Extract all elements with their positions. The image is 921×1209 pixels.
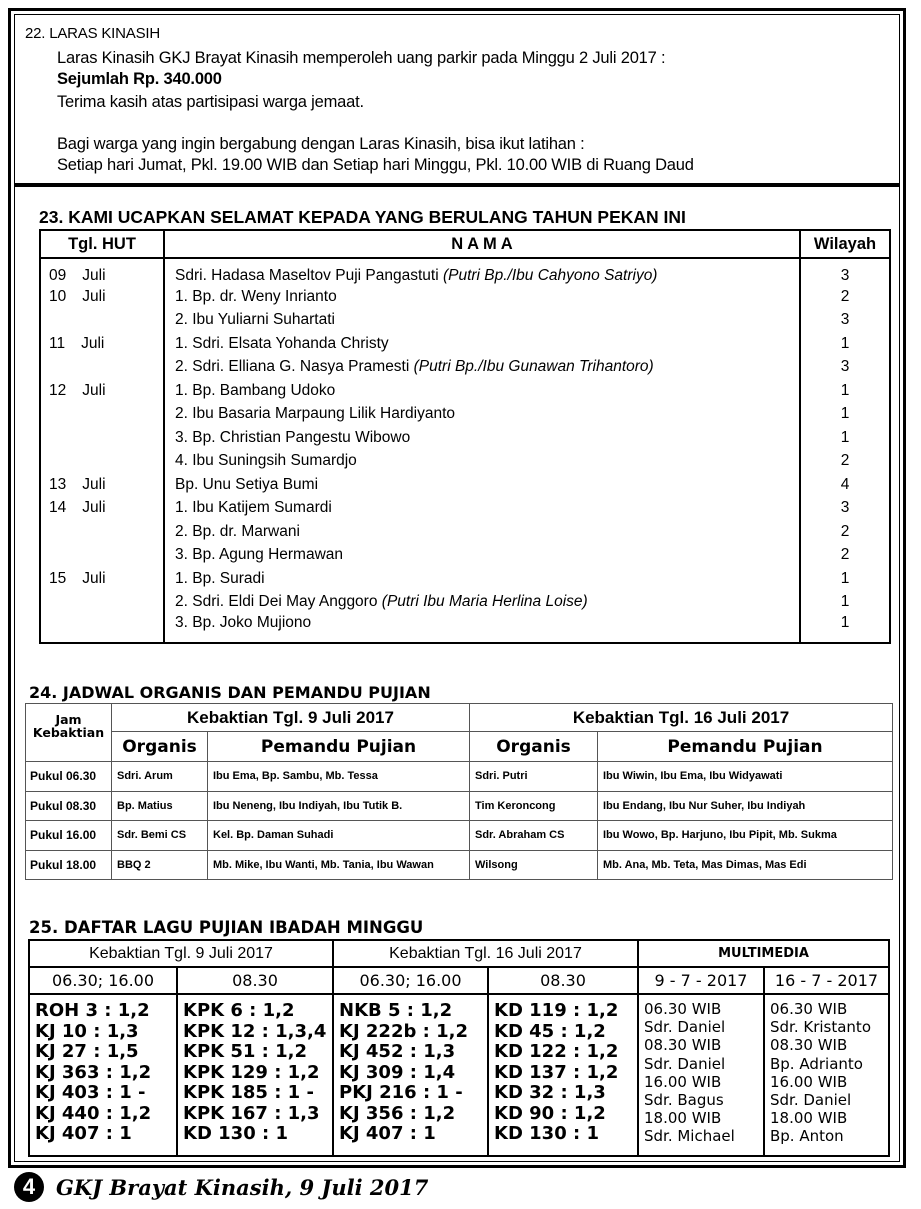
birthday-row [40, 356, 890, 380]
invite-text: Bagi warga yang ingin bergabung dengan Laras Kinasih, bisa ikut latihan : [57, 135, 585, 153]
birthday-name-cell [164, 473, 800, 497]
worship-leaders-9-juli: Kel. Bp. Daman Suhadi [208, 821, 470, 851]
birthday-date [40, 591, 164, 615]
song-entry: KD 122 : 1,2 [494, 1041, 619, 1062]
person-name: 3. Bp. Joko Mujiono [175, 614, 312, 631]
song-entry: KPK 51 : 1,2 [183, 1041, 308, 1062]
organist-9-juli: Sdri. Arum [112, 762, 208, 792]
multimedia-column [764, 994, 889, 1156]
birthday-row [40, 473, 890, 497]
song-entry: KD 45 : 1,2 [494, 1020, 606, 1042]
song-entry: KJ 27 : 1,5 [35, 1041, 139, 1062]
song-entry: ROH 3 : 1,2 [35, 1000, 150, 1021]
section-23-title: 23. KAMI UCAPKAN SELAMAT KEPADA YANG BERULANG TAHUN PEKAN INI [39, 207, 686, 227]
birthday-row [40, 614, 890, 643]
birthday-name-cell [164, 258, 800, 285]
time-header: 06.30; 16.00 [333, 967, 488, 994]
wilayah-number: 2 [840, 546, 850, 564]
birthday-date [40, 473, 164, 497]
birthday-name-cell [164, 403, 800, 427]
multimedia-time: 06.30 WIB [770, 1000, 848, 1018]
birthday-day: 10 [49, 287, 67, 305]
song-entry: KPK 6 : 1,2 [183, 1000, 295, 1021]
song-entry: KJ 407 : 1 [339, 1123, 436, 1144]
birthday-name-cell [164, 450, 800, 474]
organist-9-juli: Sdr. Bemi CS [112, 821, 208, 851]
wilayah-number: 3 [840, 499, 850, 517]
wilayah-number: 1 [840, 381, 850, 399]
multimedia-date-header: 9 - 7 - 2017 [638, 967, 764, 994]
service-time: Pukul 16.00 [26, 821, 112, 851]
multimedia-time: 06.30 WIB [644, 1000, 722, 1018]
birthday-month: Juli [82, 569, 106, 587]
section-25-title: 25. DAFTAR LAGU PUJIAN IBADAH MINGGU [29, 918, 424, 937]
birthday-row [40, 497, 890, 521]
multimedia-date-header: 16 - 7 - 2017 [764, 967, 889, 994]
multimedia-time: 08.30 WIB [770, 1036, 848, 1055]
song-list-table [28, 939, 890, 1157]
birthday-name-cell [164, 567, 800, 591]
col-header-jam [26, 704, 112, 762]
service-9-juli-header: Kebaktian Tgl. 9 Juli 2017 [112, 704, 470, 732]
song-entry: KPK 12 : 1,3,4 [183, 1020, 327, 1042]
birthday-name-cell [164, 544, 800, 568]
song-entry: PKJ 216 : 1 - [339, 1082, 463, 1103]
wilayah-number: 2 [840, 522, 850, 540]
song-entry: KD 130 : 1 [494, 1123, 599, 1144]
worship-leaders-9-juli: Ibu Ema, Bp. Sambu, Mb. Tessa [208, 762, 470, 792]
organist-16-juli: Tim Keroncong [470, 791, 598, 821]
birthday-date [40, 426, 164, 450]
birthday-row [40, 403, 890, 427]
birthday-name-cell [164, 497, 800, 521]
multimedia-time: 08.30 WIB [644, 1036, 722, 1055]
multimedia-column [638, 994, 764, 1156]
person-name: 2. Bp. dr. Marwani [175, 522, 300, 540]
organist-9-juli: BBQ 2 [112, 850, 208, 880]
time-header: 06.30; 16.00 [29, 967, 177, 994]
service-time: Pukul 08.30 [26, 791, 112, 821]
multimedia-time: 16.00 WIB [644, 1072, 722, 1091]
wilayah-number: 1 [840, 428, 850, 446]
wilayah-number: 1 [840, 593, 850, 611]
wilayah-number: 2 [840, 452, 850, 470]
multimedia-time: 18.00 WIB [644, 1109, 722, 1128]
birthday-date [40, 379, 164, 403]
birthday-date [40, 332, 164, 356]
person-name: 1. Bp. dr. Weny Inrianto [175, 287, 337, 305]
birthday-day: 09 [49, 267, 67, 284]
birthday-name-cell [164, 309, 800, 333]
col-header-organis-1: Organis [112, 732, 208, 762]
service-time: Pukul 18.00 [26, 850, 112, 880]
birthday-row [40, 591, 890, 615]
wilayah-number: 3 [840, 358, 850, 376]
birthday-row [40, 426, 890, 450]
song-column [177, 994, 333, 1156]
worship-leaders-16-juli: Ibu Wowo, Bp. Harjuno, Ibu Pipit, Mb. Sukma [598, 821, 893, 851]
song-entry: KJ 440 : 1,2 [35, 1102, 152, 1124]
page-frame [8, 8, 906, 1168]
birthday-row [40, 258, 890, 285]
person-name: 2. Sdri. Eldi Dei May Anggoro [175, 593, 378, 611]
service-time: Pukul 06.30 [26, 762, 112, 792]
organist-schedule-table [25, 703, 893, 880]
song-entry: KPK 167 : 1,3 [183, 1102, 320, 1124]
section-laras-kinasih [15, 15, 899, 187]
birthday-name-cell [164, 356, 800, 380]
wilayah-number: 3 [840, 311, 850, 329]
birthday-date [40, 614, 164, 643]
song-entry: KJ 10 : 1,3 [35, 1020, 139, 1042]
multimedia-operator: Sdr. Daniel [644, 1018, 726, 1037]
birthday-row [40, 520, 890, 544]
organist-9-juli: Bp. Matius [112, 791, 208, 821]
birthday-name-cell [164, 332, 800, 356]
col-header-wilayah: Wilayah [800, 230, 890, 258]
birthday-day: 14 [49, 499, 67, 517]
multimedia-operator: Sdr. Daniel [770, 1091, 852, 1110]
multimedia-time: 18.00 WIB [770, 1109, 848, 1128]
birthday-name-cell [164, 285, 800, 309]
birthday-month: Juli [82, 475, 106, 493]
birthday-date [40, 309, 164, 333]
song-entry: KJ 363 : 1,2 [35, 1061, 152, 1083]
birthday-day: 11 [49, 334, 66, 352]
parent-note: (Putri Ibu Maria Herlina Loise) [381, 593, 588, 611]
birthday-row [40, 450, 890, 474]
birthday-row [40, 567, 890, 591]
birthday-row [40, 285, 890, 309]
birthday-day: 13 [49, 475, 67, 493]
birthday-month: Juli [82, 287, 106, 305]
section-22-title: 22. LARAS KINASIH [25, 25, 160, 42]
multimedia-operator: Bp. Adrianto [770, 1054, 863, 1073]
page-frame-inner [14, 14, 900, 1162]
song-entry: KPK 129 : 1,2 [183, 1061, 320, 1083]
col-header-pemandu-1: Pemandu Pujian [208, 732, 470, 762]
wilayah-number: 1 [840, 334, 850, 352]
wilayah-number: 1 [840, 405, 850, 423]
song-entry: KD 32 : 1,3 [494, 1082, 606, 1103]
wilayah-number: 1 [840, 614, 850, 631]
multimedia-operator: Sdr. Daniel [644, 1054, 726, 1073]
song-entry: KD 119 : 1,2 [494, 1000, 619, 1021]
song-entry: KD 90 : 1,2 [494, 1102, 606, 1124]
thanks-text: Terima kasih atas partisipasi warga jemaat. [57, 93, 364, 111]
birthday-date [40, 258, 164, 285]
song-entry: KJ 403 : 1 - [35, 1082, 146, 1103]
song-column [333, 994, 488, 1156]
song-column [488, 994, 638, 1156]
jam-label: Jam [55, 711, 82, 727]
practice-schedule: Setiap hari Jumat, Pkl. 19.00 WIB dan Setiap hari Minggu, Pkl. 10.00 WIB di Ruang Daud [57, 156, 694, 174]
organist-16-juli: Wilsong [470, 850, 598, 880]
person-name: 1. Bp. Bambang Udoko [175, 381, 336, 399]
col-header-organis-2: Organis [470, 732, 598, 762]
parent-note: (Putri Bp./Ibu Gunawan Trihantoro) [413, 358, 654, 376]
wilayah-number: 4 [840, 475, 850, 493]
song-entry: KJ 309 : 1,4 [339, 1061, 456, 1083]
organist-row [26, 762, 893, 792]
parking-amount: Sejumlah Rp. 340.000 [57, 70, 222, 88]
multimedia-header: MULTIMEDIA [638, 940, 889, 967]
song-list-row [29, 994, 889, 1156]
time-header: 08.30 [177, 967, 333, 994]
parent-note: (Putri Bp./Ibu Cahyono Satriyo) [442, 267, 658, 284]
page-number-badge: 4 [14, 1172, 44, 1202]
birthday-month: Juli [82, 267, 106, 284]
organist-row [26, 850, 893, 880]
multimedia-operator: Sdr. Michael [644, 1127, 735, 1146]
song-entry: KPK 185 : 1 - [183, 1082, 314, 1103]
birthday-row [40, 544, 890, 568]
person-name: 3. Bp. Agung Hermawan [175, 546, 344, 564]
birthday-date [40, 403, 164, 427]
birthday-name-cell [164, 520, 800, 544]
parking-income-text: Laras Kinasih GKJ Brayat Kinasih memperoleh uang parkir pada Minggu 2 Juli 2017 : [57, 49, 666, 67]
birthday-date [40, 356, 164, 380]
birthday-month: Juli [82, 381, 106, 399]
multimedia-operator: Sdr. Kristanto [770, 1018, 871, 1037]
worship-leaders-16-juli: Ibu Endang, Ibu Nur Suher, Ibu Indiyah [598, 791, 893, 821]
birthday-row [40, 309, 890, 333]
worship-leaders-9-juli: Ibu Neneng, Ibu Indiyah, Ibu Tutik B. [208, 791, 470, 821]
song-entry: KJ 356 : 1,2 [339, 1102, 456, 1124]
col-header-name: N A M A [164, 230, 800, 258]
birthday-date [40, 450, 164, 474]
multimedia-operator: Sdr. Bagus [644, 1091, 724, 1110]
birthday-name-cell [164, 614, 800, 643]
birthday-table [39, 229, 891, 644]
birthday-row [40, 332, 890, 356]
song-entry: KJ 222b : 1,2 [339, 1020, 468, 1042]
song-entry: NKB 5 : 1,2 [339, 1000, 453, 1021]
person-name: 1. Ibu Katijem Sumardi [175, 499, 332, 517]
person-name: 2. Sdri. Elliana G. Nasya Pramesti [175, 358, 410, 376]
person-name: 2. Ibu Yuliarni Suhartati [175, 311, 335, 329]
wilayah-number: 3 [840, 267, 850, 284]
organist-row [26, 791, 893, 821]
song-column [29, 994, 177, 1156]
col-header-date: Tgl. HUT [40, 230, 164, 258]
person-name: 1. Bp. Suradi [175, 569, 265, 587]
person-name: 1. Sdri. Elsata Yohanda Christy [175, 334, 389, 352]
col-header-pemandu-2: Pemandu Pujian [598, 732, 893, 762]
organist-row [26, 821, 893, 851]
organist-16-juli: Sdr. Abraham CS [470, 821, 598, 851]
birthday-date [40, 497, 164, 521]
song-entry: KD 130 : 1 [183, 1123, 288, 1144]
birthday-date [40, 567, 164, 591]
time-header: 08.30 [488, 967, 638, 994]
section-24-title: 24. JADWAL ORGANIS DAN PEMANDU PUJIAN [29, 683, 431, 702]
multimedia-operator: Bp. Anton [770, 1127, 844, 1146]
birthday-date [40, 520, 164, 544]
birthday-day: 12 [49, 381, 67, 399]
footer-church-date: GKJ Brayat Kinasih, 9 Juli 2017 [56, 1174, 429, 1200]
birthday-date [40, 544, 164, 568]
worship-leaders-9-juli: Mb. Mike, Ibu Wanti, Mb. Tania, Ibu Wawan [208, 850, 470, 880]
wilayah-number: 2 [840, 287, 850, 305]
song-entry: KJ 407 : 1 [35, 1123, 132, 1144]
birthday-name-cell [164, 379, 800, 403]
worship-leaders-16-juli: Ibu Wiwin, Ibu Ema, Ibu Widyawati [598, 762, 893, 792]
page-footer [14, 1172, 428, 1202]
service-16-juli-header: Kebaktian Tgl. 16 Juli 2017 [470, 704, 893, 732]
song-service-9-juli-header: Kebaktian Tgl. 9 Juli 2017 [29, 940, 333, 967]
birthday-row [40, 379, 890, 403]
person-name: 4. Ibu Suningsih Sumardjo [175, 452, 357, 470]
wilayah-number: 1 [840, 569, 850, 587]
multimedia-time: 16.00 WIB [770, 1072, 848, 1091]
song-entry: KJ 452 : 1,3 [339, 1041, 456, 1062]
song-entry: KD 137 : 1,2 [494, 1061, 619, 1083]
song-service-16-juli-header: Kebaktian Tgl. 16 Juli 2017 [333, 940, 638, 967]
person-name: Bp. Unu Setiya Bumi [175, 475, 319, 493]
person-name: 2. Ibu Basaria Marpaung Lilik Hardiyanto [175, 405, 456, 423]
person-name: 3. Bp. Christian Pangestu Wibowo [175, 428, 411, 446]
person-name: Sdri. Hadasa Maseltov Puji Pangastuti [175, 267, 439, 284]
birthday-month: Juli [82, 499, 106, 517]
birthday-day: 15 [49, 569, 67, 587]
birthday-name-cell [164, 591, 800, 615]
birthday-date [40, 285, 164, 309]
kebaktian-label: Kebaktian [32, 724, 105, 740]
birthday-name-cell [164, 426, 800, 450]
birthday-month: Juli [81, 334, 105, 352]
worship-leaders-16-juli: Mb. Ana, Mb. Teta, Mas Dimas, Mas Edi [598, 850, 893, 880]
organist-16-juli: Sdri. Putri [470, 762, 598, 792]
